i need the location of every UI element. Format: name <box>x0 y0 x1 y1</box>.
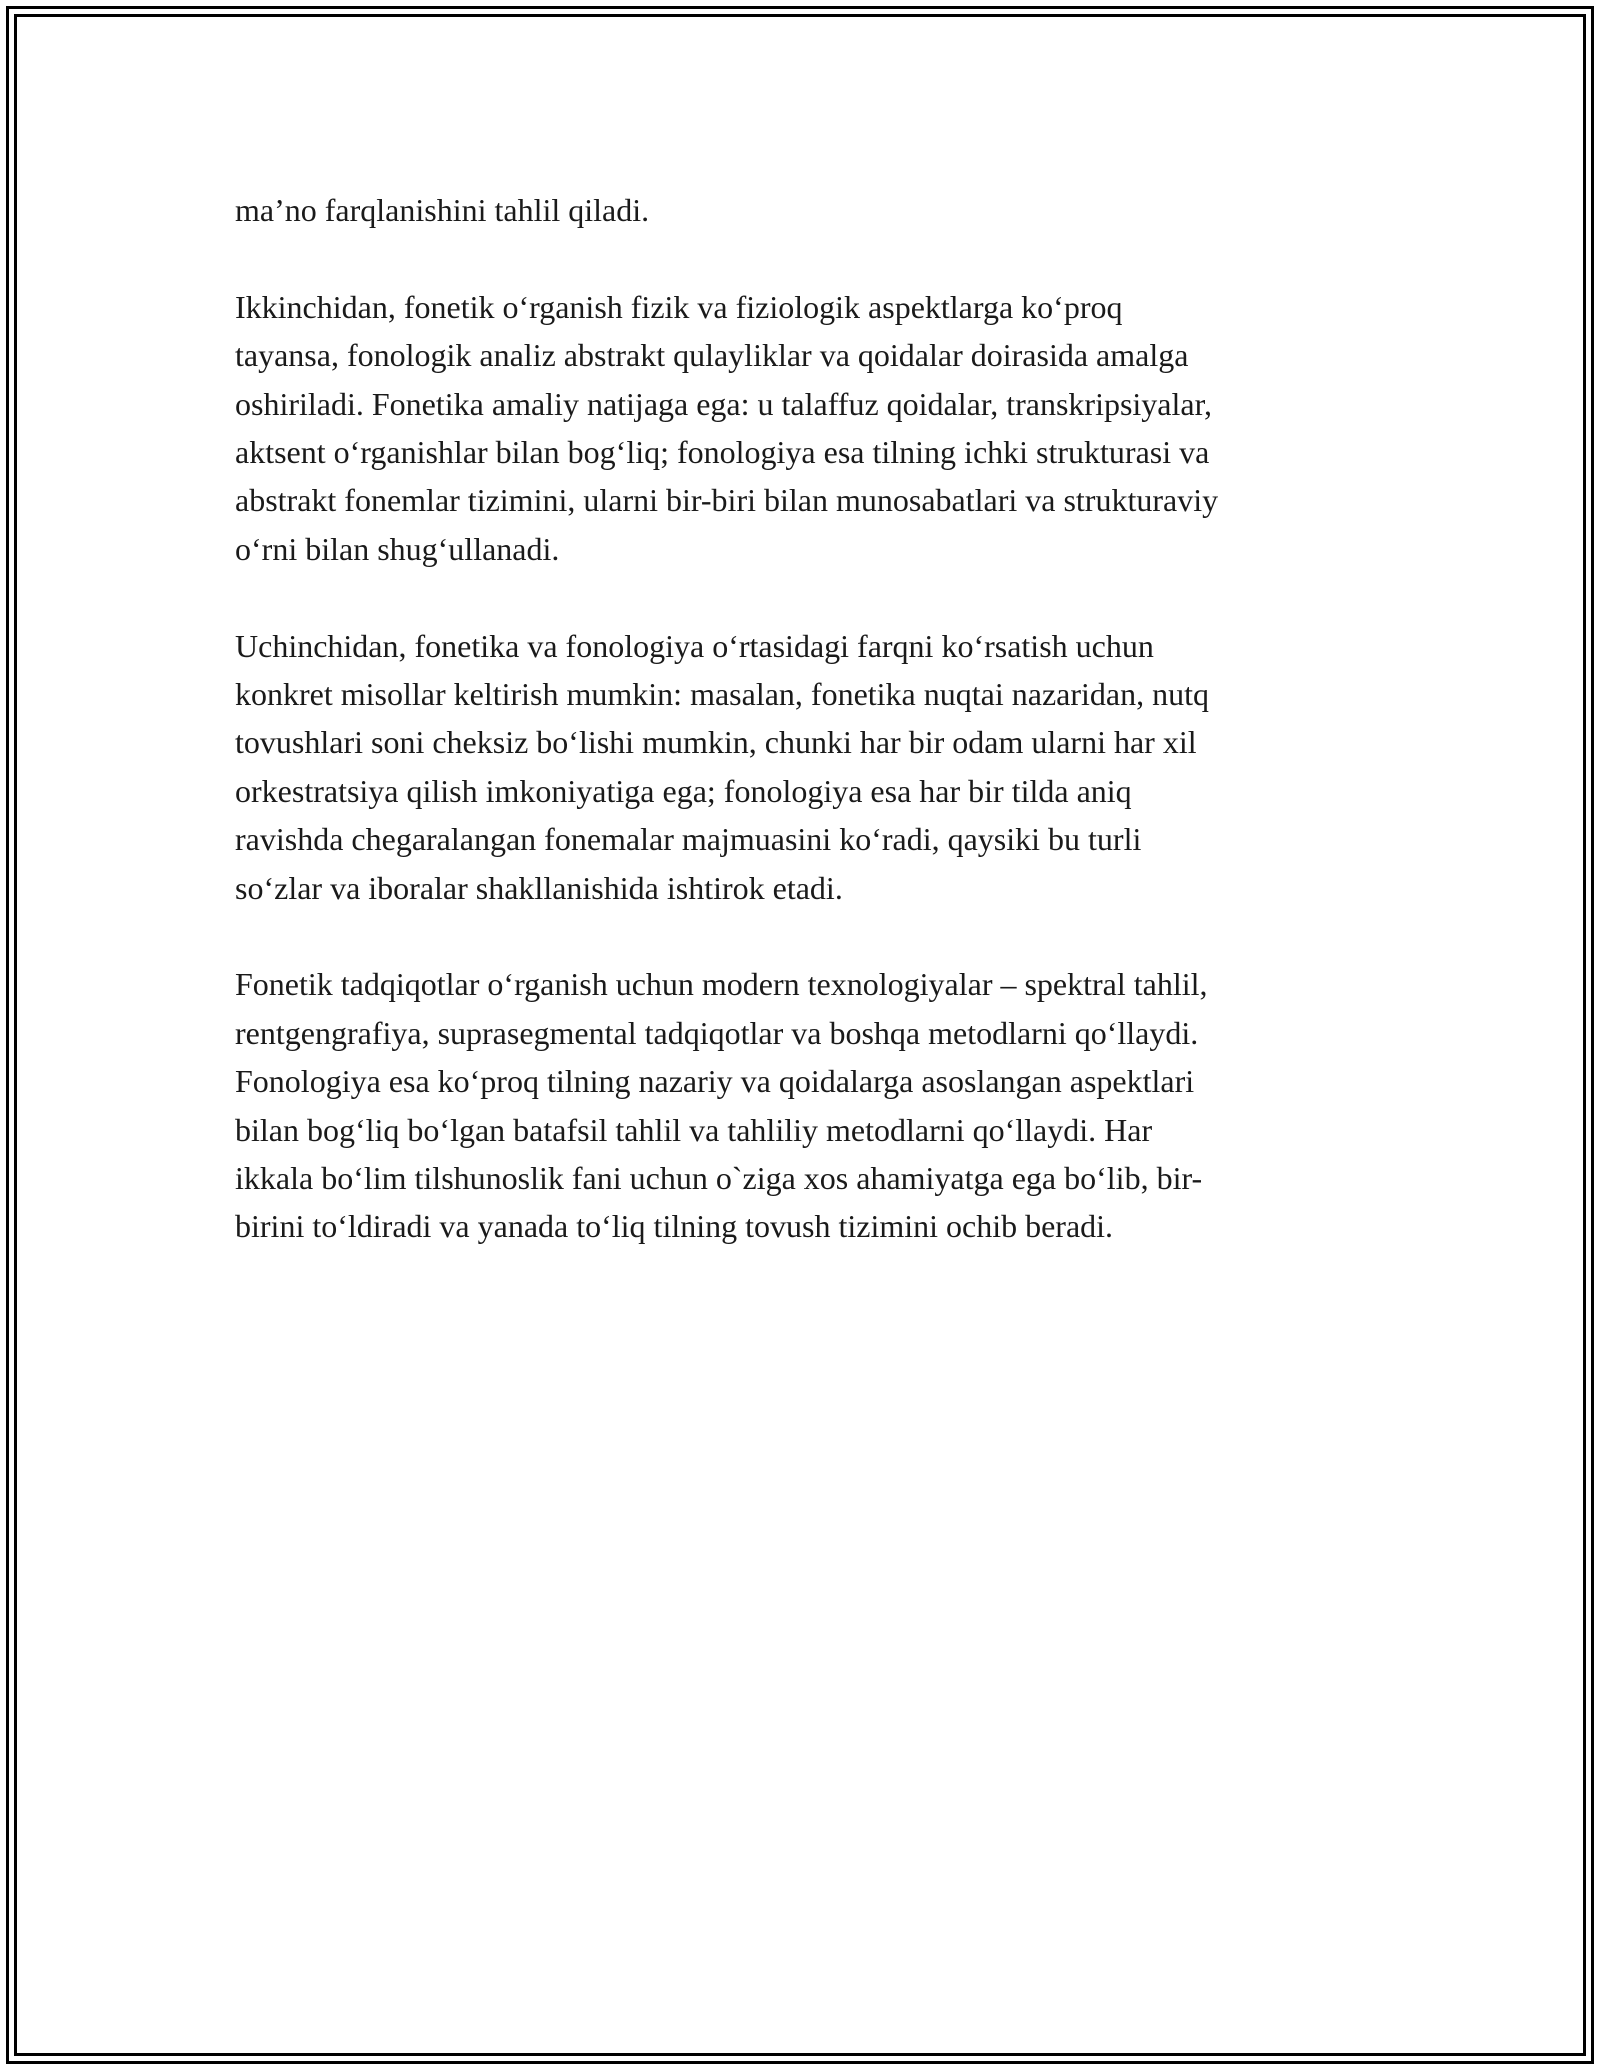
text-line: abstrakt fonemlar tizimini, ularni bir-biri bilan munosabatlari va strukturaviy <box>235 482 1219 519</box>
text-line: Fonetik tadqiqotlar o‘rganish uchun modern texnologiyalar – spektral tahlil, <box>235 966 1208 1003</box>
text-line: tovushlari soni cheksiz bo‘lishi mumkin, chunki har bir odam ularni har xil <box>235 724 1197 761</box>
text-line: birini to‘ldiradi va yanada to‘liq tilning tovush tizimini ochib beradi. <box>235 1208 1114 1245</box>
text-line: konkret misollar keltirish mumkin: masalan, fonetika nuqtai nazaridan, nutq <box>235 676 1209 713</box>
text-line: ma’no farqlanishini tahlil qiladi. <box>235 192 650 228</box>
document-body <box>235 186 1375 1299</box>
text-line: so‘zlar va iboralar shakllanishida ishtirok etadi. <box>235 869 843 906</box>
paragraph-2 <box>235 283 1375 573</box>
text-line: bilan bog‘liq bo‘lgan batafsil tahlil va tahliliy metodlarni qo‘llaydi. Har <box>235 1111 1153 1148</box>
text-line: oshiriladi. Fonetika amaliy natijaga ega: u talaffuz qoidalar, transkripsiyalar, <box>235 385 1212 422</box>
text-line: Ikkinchidan, fonetik o‘rganish fizik va fiziologik aspektlarga ko‘proq <box>235 288 1123 325</box>
text-line: ravishda chegaralangan fonemalar majmuasini ko‘radi, qaysiki bu turli <box>235 821 1142 858</box>
text-line: ikkala bo‘lim tilshunoslik fani uchun o`ziga xos ahamiyatga ega bo‘lib, bir- <box>235 1160 1203 1197</box>
text-line: orkestratsiya qilish imkoniyatiga ega; fonologiya esa har bir tilda aniq <box>235 772 1132 809</box>
text-line: tayansa, fonologik analiz abstrakt qulayliklar va qoidalar doirasida amalga <box>235 337 1189 374</box>
text-line: Uchinchidan, fonetika va fonologiya o‘rtasidagi farqni ko‘rsatish uchun <box>235 627 1154 664</box>
text-line: aktsent o‘rganishlar bilan bog‘liq; fonologiya esa tilning ichki strukturasi va <box>235 434 1210 471</box>
paragraph-3 <box>235 622 1375 912</box>
paragraph-4 <box>235 960 1375 1250</box>
paragraph-1 <box>235 186 1375 234</box>
text-line: rentgengrafiya, suprasegmental tadqiqotlar va boshqa metodlarni qo‘llaydi. <box>235 1014 1199 1051</box>
text-line: Fonologiya esa ko‘proq tilning nazariy va qoidalarga asoslangan aspektlari <box>235 1063 1195 1100</box>
text-line: o‘rni bilan shug‘ullanadi. <box>235 530 560 567</box>
